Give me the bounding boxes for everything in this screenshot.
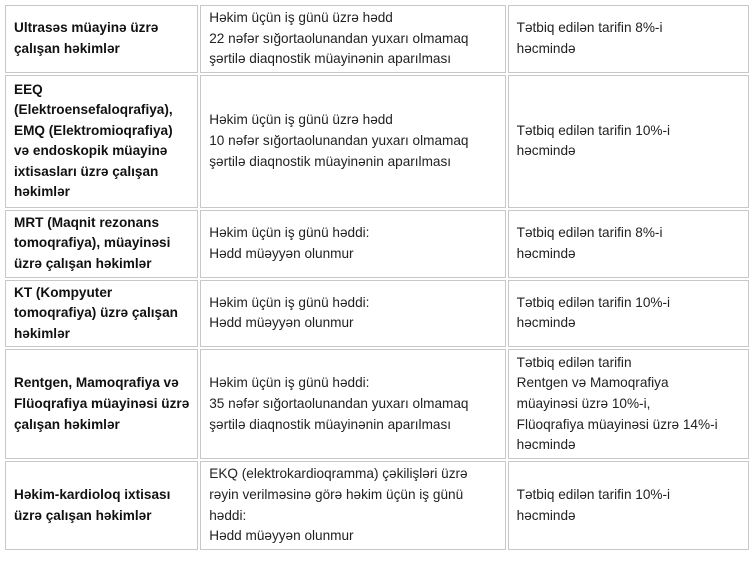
tariff-line: Tətbiq edilən tarifin 10%-i [516,122,671,138]
tariff-cell [508,210,749,278]
tariff-line: Tətbiq edilən tarifin 10%-i [516,486,671,502]
daily-limit-line: 22 nəfər sığortaolunandan yuxarı olmamaq [209,30,469,46]
daily-limit-cell [200,349,505,459]
doctor-specialty-cell [5,280,198,348]
tariff-line: müayinəsi üzrə 10%-i, [516,396,651,412]
daily-limit-line: Həkim üçün iş günü üzrə hədd [209,112,393,128]
tariff-cell [508,461,749,549]
tariff-cell [508,5,749,73]
table-row [5,461,749,549]
doctor-specialty-text: Ultrasəs müayinə üzrə çalışan həkimlər [14,20,159,56]
tariff-line: həcmində [516,437,576,453]
tariff-line: həcmində [516,315,576,331]
daily-limit-line: şərtilə diaqnostik müayinənin aparılması [209,416,452,432]
daily-limit-line: Həkim üçün iş günü üzrə hədd [209,10,393,25]
table-row [5,5,749,73]
doctor-specialty-text: Həkim-kardioloq ixtisası üzrə çalışan həkimlər [14,486,171,523]
tariff-cell [508,349,749,459]
tariff-line: həcmində [516,143,576,159]
daily-limit-line: rəyin verilməsinə görə həkim üçün iş günü [209,486,464,502]
tariff-line: Tətbiq edilən tarifin 10%-i [516,294,671,310]
daily-limit-line: şərtilə diaqnostik müayinənin aparılması [209,51,452,67]
daily-limit-line: Hədd müəyyən olunmur [209,315,354,331]
daily-limit-cell [200,75,505,208]
tariff-cell [508,75,749,208]
daily-limit-line: Hədd müəyyən olunmur [209,528,354,544]
daily-limit-line: şərtilə diaqnostik müayinənin aparılması [209,153,452,169]
daily-limit-cell [200,461,505,549]
doctor-specialty-text: KT (Kompyuter tomoqrafiya) üzrə çalışan həkimlər [14,284,178,341]
table-row [5,75,749,208]
doctor-specialty-cell [5,75,198,208]
daily-limit-line: Həkim üçün iş günü həddi: [209,375,370,391]
doctor-specialty-cell [5,210,198,278]
doctor-specialty-cell [5,5,198,73]
table-row [5,280,749,348]
daily-limit-cell [200,210,505,278]
tariff-line: Tətbiq edilən tarifin 8%-i [516,225,663,241]
tariff-line: həcmində [516,507,576,523]
tariff-line: həcmində [516,245,576,261]
tariff-line: Rentgen və Mamoqrafiya [516,375,669,391]
daily-limit-cell [200,5,505,73]
daily-limit-line: EKQ (elektrokardioqramma) çəkilişləri üzrə [209,466,468,482]
daily-limit-line: 35 nəfər sığortaolunandan yuxarı olmamaq [209,396,469,412]
tariff-line: Tətbiq edilən tarifin 8%-i [516,20,663,36]
doctor-specialty-text: EEQ (Elektroensefaloqrafiya), EMQ (Elektromioqrafiya) və endoskopik müayinə ixtisasları üzrə çalışan həkimlər [14,81,173,200]
tariff-line: həcmində [516,40,576,56]
daily-limit-cell [200,280,505,348]
daily-limit-line: Həkim üçün iş günü həddi: [209,225,370,241]
daily-limit-line: Həkim üçün iş günü həddi: [209,294,370,310]
tariff-table [3,3,751,552]
daily-limit-line: həddi: [209,507,247,523]
table-row [5,210,749,278]
daily-limit-line: 10 nəfər sığortaolunandan yuxarı olmamaq [209,132,469,148]
doctor-specialty-text: MRT (Maqnit rezonans tomoqrafiya), müayinəsi üzrə çalışan həkimlər [14,214,171,271]
daily-limit-line: Hədd müəyyən olunmur [209,245,354,261]
doctor-specialty-text: Rentgen, Mamoqrafiya və Flüoqrafiya müayinəsi üzrə çalışan həkimlər [14,375,190,432]
table-row [5,349,749,459]
tariff-line: Flüoqrafiya müayinəsi üzrə 14%-i [516,416,718,432]
doctor-specialty-cell [5,461,198,549]
tariff-line: Tətbiq edilən tarifin [516,354,632,370]
tariff-cell [508,280,749,348]
doctor-specialty-cell [5,349,198,459]
